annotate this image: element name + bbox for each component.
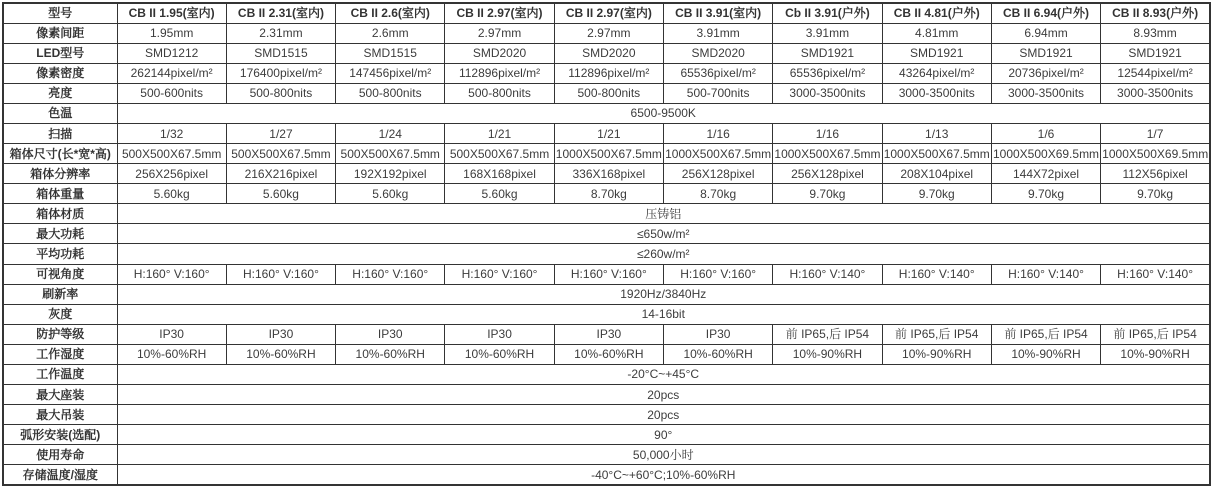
spec-cell: SMD2020	[445, 43, 554, 63]
spec-cell: 500X500X67.5mm	[445, 144, 554, 164]
spec-cell: 5.60kg	[226, 184, 335, 204]
spec-cell: SMD1921	[882, 43, 991, 63]
row-label: 箱体材质	[3, 204, 117, 224]
table-row	[3, 284, 1210, 304]
spec-cell: SMD2020	[663, 43, 772, 63]
table-row	[3, 324, 1210, 344]
spec-cell: 10%-60%RH	[554, 344, 663, 364]
table-row	[3, 23, 1210, 43]
row-label: 灰度	[3, 304, 117, 324]
spec-cell: SMD1515	[226, 43, 335, 63]
spec-cell: 5.60kg	[445, 184, 554, 204]
spec-cell: 9.70kg	[882, 184, 991, 204]
row-label: 最大座装	[3, 384, 117, 404]
spec-cell: 10%-90%RH	[773, 344, 882, 364]
spec-cell: 1/21	[554, 123, 663, 143]
spec-cell: SMD1515	[336, 43, 445, 63]
spec-cell: H:160° V:160°	[663, 264, 772, 284]
spec-cell: 262144pixel/m²	[117, 63, 226, 83]
table-row	[3, 204, 1210, 224]
spec-cell: 168X168pixel	[445, 164, 554, 184]
spec-cell: 前 IP65,后 IP54	[882, 324, 991, 344]
row-label: 存储温度/湿度	[3, 465, 117, 485]
spec-cell: 9.70kg	[773, 184, 882, 204]
spec-cell: 4.81mm	[882, 23, 991, 43]
row-label: 色温	[3, 103, 117, 123]
spec-cell: 1/27	[226, 123, 335, 143]
spec-cell: SMD1921	[991, 43, 1100, 63]
row-label: 扫描	[3, 123, 117, 143]
spec-cell: 112896pixel/m²	[554, 63, 663, 83]
table-row	[3, 264, 1210, 284]
spec-cell: 3.91mm	[663, 23, 772, 43]
spec-cell: IP30	[226, 324, 335, 344]
table-row	[3, 344, 1210, 364]
spec-cell: 1000X500X67.5mm	[554, 144, 663, 164]
spec-cell: 6.94mm	[991, 23, 1100, 43]
spec-cell: IP30	[663, 324, 772, 344]
spec-cell: 1000X500X69.5mm	[991, 144, 1100, 164]
spec-cell: H:160° V:140°	[773, 264, 882, 284]
spec-cell: 8.70kg	[554, 184, 663, 204]
spec-cell: 1/21	[445, 123, 554, 143]
spec-cell: H:160° V:140°	[1101, 264, 1210, 284]
table-row	[3, 103, 1210, 123]
spec-cell: 112X56pixel	[1101, 164, 1210, 184]
merged-value-cell: 90°	[117, 425, 1210, 445]
spec-cell: 2.97mm	[554, 23, 663, 43]
model-header-cell: CB II 6.94(户外)	[991, 3, 1100, 23]
spec-cell: 3000-3500nits	[1101, 83, 1210, 103]
spec-cell: 500-700nits	[663, 83, 772, 103]
spec-cell: 10%-90%RH	[1101, 344, 1210, 364]
spec-cell: 9.70kg	[991, 184, 1100, 204]
spec-cell: 12544pixel/m²	[1101, 63, 1210, 83]
table-row	[3, 465, 1210, 485]
row-label: 型号	[3, 3, 117, 23]
model-header-cell: CB II 4.81(户外)	[882, 3, 991, 23]
spec-cell: 208X104pixel	[882, 164, 991, 184]
spec-cell: 1.95mm	[117, 23, 226, 43]
spec-cell: 10%-60%RH	[336, 344, 445, 364]
model-header-cell: CB II 1.95(室内)	[117, 3, 226, 23]
spec-cell: 144X72pixel	[991, 164, 1100, 184]
spec-cell: 10%-90%RH	[991, 344, 1100, 364]
spec-cell: 3000-3500nits	[882, 83, 991, 103]
spec-cell: 10%-60%RH	[445, 344, 554, 364]
table-row	[3, 144, 1210, 164]
spec-cell: 10%-60%RH	[117, 344, 226, 364]
spec-cell: 500-800nits	[336, 83, 445, 103]
spec-cell: SMD1212	[117, 43, 226, 63]
spec-cell: H:160° V:160°	[226, 264, 335, 284]
spec-cell: 1/13	[882, 123, 991, 143]
row-label: 工作温度	[3, 364, 117, 384]
spec-cell: 1000X500X67.5mm	[773, 144, 882, 164]
header-row	[3, 3, 1210, 23]
spec-cell: 500X500X67.5mm	[226, 144, 335, 164]
spec-cell: 1/16	[663, 123, 772, 143]
spec-cell: SMD1921	[1101, 43, 1210, 63]
table-row	[3, 164, 1210, 184]
spec-cell: 1/7	[1101, 123, 1210, 143]
spec-cell: 1/24	[336, 123, 445, 143]
merged-value-cell: ≤260w/m²	[117, 244, 1210, 264]
spec-cell: 500-800nits	[226, 83, 335, 103]
spec-cell: 500-800nits	[445, 83, 554, 103]
table-row	[3, 83, 1210, 103]
spec-cell: 1/16	[773, 123, 882, 143]
spec-cell: 1/6	[991, 123, 1100, 143]
merged-value-cell: 14-16bit	[117, 304, 1210, 324]
spec-cell: 2.6mm	[336, 23, 445, 43]
spec-cell: 336X168pixel	[554, 164, 663, 184]
model-header-cell: CB II 2.6(室内)	[336, 3, 445, 23]
model-header-cell: CB II 2.97(室内)	[445, 3, 554, 23]
spec-cell: 65536pixel/m²	[773, 63, 882, 83]
spec-cell: 3000-3500nits	[773, 83, 882, 103]
spec-cell: 65536pixel/m²	[663, 63, 772, 83]
merged-value-cell: 20pcs	[117, 405, 1210, 425]
merged-value-cell: 6500-9500K	[117, 103, 1210, 123]
spec-cell: H:160° V:160°	[554, 264, 663, 284]
table-row	[3, 364, 1210, 384]
spec-cell: 前 IP65,后 IP54	[773, 324, 882, 344]
spec-cell: 10%-90%RH	[882, 344, 991, 364]
merged-value-cell: 1920Hz/3840Hz	[117, 284, 1210, 304]
spec-cell: 1/32	[117, 123, 226, 143]
model-header-cell: CB II 2.31(室内)	[226, 3, 335, 23]
spec-cell: 1000X500X67.5mm	[663, 144, 772, 164]
row-label: 最大功耗	[3, 224, 117, 244]
spec-cell: 256X128pixel	[663, 164, 772, 184]
table-row	[3, 63, 1210, 83]
table-row	[3, 425, 1210, 445]
spec-cell: H:160° V:160°	[117, 264, 226, 284]
spec-cell: SMD1921	[773, 43, 882, 63]
model-header-cell: CB II 3.91(室内)	[663, 3, 772, 23]
row-label: 像素间距	[3, 23, 117, 43]
table-row	[3, 224, 1210, 244]
spec-cell: 192X192pixel	[336, 164, 445, 184]
spec-cell: H:160° V:140°	[991, 264, 1100, 284]
spec-cell: 147456pixel/m²	[336, 63, 445, 83]
spec-cell: IP30	[445, 324, 554, 344]
spec-cell: 8.93mm	[1101, 23, 1210, 43]
merged-value-cell: 50,000小时	[117, 445, 1210, 465]
spec-cell: 112896pixel/m²	[445, 63, 554, 83]
spec-cell: IP30	[336, 324, 445, 344]
table-row	[3, 405, 1210, 425]
row-label: 平均功耗	[3, 244, 117, 264]
merged-value-cell: ≤650w/m²	[117, 224, 1210, 244]
merged-value-cell: 压铸铝	[117, 204, 1210, 224]
model-header-cell: Cb II 3.91(户外)	[773, 3, 882, 23]
spec-cell: 前 IP65,后 IP54	[1101, 324, 1210, 344]
model-header-cell: CB II 8.93(户外)	[1101, 3, 1210, 23]
spec-cell: 5.60kg	[336, 184, 445, 204]
row-label: 工作湿度	[3, 344, 117, 364]
row-label: LED型号	[3, 43, 117, 63]
row-label: 箱体尺寸(长*宽*高)	[3, 144, 117, 164]
spec-cell: H:160° V:160°	[336, 264, 445, 284]
row-label: 像素密度	[3, 63, 117, 83]
spec-cell: 1000X500X67.5mm	[882, 144, 991, 164]
spec-cell: 43264pixel/m²	[882, 63, 991, 83]
table-row	[3, 43, 1210, 63]
spec-cell: H:160° V:160°	[445, 264, 554, 284]
spec-cell: H:160° V:140°	[882, 264, 991, 284]
spec-cell: 3000-3500nits	[991, 83, 1100, 103]
spec-cell: 500-800nits	[554, 83, 663, 103]
row-label: 防护等级	[3, 324, 117, 344]
table-row	[3, 244, 1210, 264]
spec-cell: IP30	[554, 324, 663, 344]
table-row	[3, 123, 1210, 143]
row-label: 亮度	[3, 83, 117, 103]
spec-cell: 10%-60%RH	[226, 344, 335, 364]
spec-cell: 500-600nits	[117, 83, 226, 103]
spec-cell: 2.31mm	[226, 23, 335, 43]
spec-cell: 20736pixel/m²	[991, 63, 1100, 83]
table-row	[3, 445, 1210, 465]
table-row	[3, 184, 1210, 204]
led-spec-table	[2, 2, 1211, 486]
spec-cell: 256X128pixel	[773, 164, 882, 184]
spec-cell: 前 IP65,后 IP54	[991, 324, 1100, 344]
row-label: 可视角度	[3, 264, 117, 284]
merged-value-cell: 20pcs	[117, 384, 1210, 404]
spec-cell: 8.70kg	[663, 184, 772, 204]
row-label: 箱体分辨率	[3, 164, 117, 184]
spec-cell: 9.70kg	[1101, 184, 1210, 204]
row-label: 箱体重量	[3, 184, 117, 204]
row-label: 最大吊装	[3, 405, 117, 425]
spec-cell: 176400pixel/m²	[226, 63, 335, 83]
row-label: 弧形安装(选配)	[3, 425, 117, 445]
spec-cell: SMD2020	[554, 43, 663, 63]
spec-cell: 500X500X67.5mm	[336, 144, 445, 164]
spec-cell: 10%-60%RH	[663, 344, 772, 364]
table-row	[3, 384, 1210, 404]
merged-value-cell: -40°C~+60°C;10%-60%RH	[117, 465, 1210, 485]
spec-cell: 5.60kg	[117, 184, 226, 204]
merged-value-cell: -20°C~+45°C	[117, 364, 1210, 384]
row-label: 刷新率	[3, 284, 117, 304]
spec-cell: 216X216pixel	[226, 164, 335, 184]
spec-cell: IP30	[117, 324, 226, 344]
spec-cell: 500X500X67.5mm	[117, 144, 226, 164]
spec-cell: 256X256pixel	[117, 164, 226, 184]
spec-cell: 1000X500X69.5mm	[1101, 144, 1210, 164]
model-header-cell: CB II 2.97(室内)	[554, 3, 663, 23]
spec-cell: 3.91mm	[773, 23, 882, 43]
spec-cell: 2.97mm	[445, 23, 554, 43]
table-row	[3, 304, 1210, 324]
row-label: 使用寿命	[3, 445, 117, 465]
